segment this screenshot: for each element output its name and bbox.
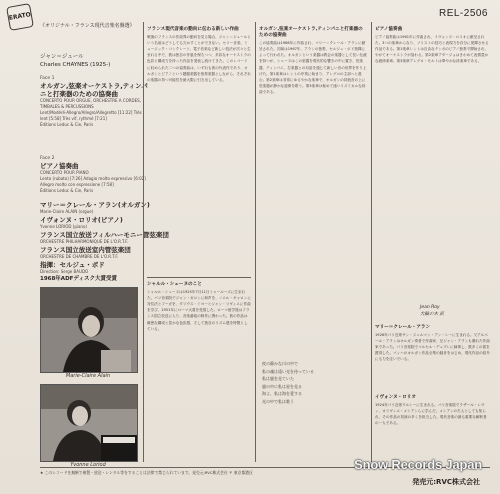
series-line: 《オリジナル・フランス現代音楽名盤選》 — [40, 23, 135, 29]
column-1-text-2: シャルル・シェーヌは1925年7月11日トゥールーズに生まれた。パリ音楽院でジャン・ガロンに和声を、ノエル・ギャロンに対位法とフーガを、ダリウス・ミヨーとジャン・リヴィエに作曲を学び、1951年にローマ大賞を受賞した。ローマ留学後はフランス国立放送に入り、音楽番組の制作に携わった。彼の作品は緻密な構成と豊かな色彩感、そして独自のリズム感を特徴としている。 — [147, 290, 251, 331]
column-3-text-2: 1926年パリ近郊サン・ジェルマン・アン・レーに生まれる。父アルベール・アランはオルガン奏者で作曲家、兄ジャン・アランも優れた作曲家であった。パリ音楽院でマルセル・デュプレに師事し、数多くの賞を獲得した。バッハのオルガン作品全集の録音をはじめ、現代作品の紹介にも力を注いでいる。 — [375, 333, 490, 362]
column-2-poem: 夜の静かな川の中で 私の魂は遠い光を待っている 私は風を見ていた 風の中に私は星を見る 海よ、私は海を愛する 光の中で私は歌う — [262, 361, 314, 404]
column-1-rule — [147, 277, 251, 278]
photo-yvonne-loriod — [40, 384, 138, 462]
face1-tag: Face 1 — [40, 76, 55, 81]
photo-marie-claire-alain — [40, 287, 138, 373]
photo-caption-loriod: Yvonne Loriod — [70, 462, 106, 468]
face1-title-block — [40, 82, 148, 128]
column-2-heading: オルガン,弦楽オーケストラ,ティンパニと打楽器のための協奏曲 — [259, 27, 363, 39]
column-divider-1 — [143, 22, 144, 462]
face2-subtitle: CONCERTO POUR PIANO — [40, 170, 89, 176]
publisher-line: 発売元:RVC株式会社 — [412, 478, 480, 486]
performer-1: マリー＝クレール・アラン(オルガン) Marie-Claire ALAIN (orgue) — [40, 201, 150, 214]
face1-movements: Lent/Modéré-Allegro/Allegro/Allegretto [11:22] Très lent [5:58] Très vif, rythmé [7:21] — [40, 110, 142, 122]
column-1-bottom — [147, 279, 251, 464]
face2-title-block — [40, 162, 148, 194]
face1-subtitle: CONCERTO POUR ORGUE, ORCHESTRE A CORDES, TIMBALES & PERCUSSIONS — [40, 98, 141, 110]
label-logo: ERATO — [6, 3, 34, 31]
composer-name-jp: ジャン＝ジュール — [40, 54, 84, 60]
performer-2: イヴォンヌ・ロリオ(ピアノ) Yvonne LORIOD (piano) — [40, 216, 123, 229]
composer-block — [40, 54, 110, 69]
column-3-mid — [375, 322, 490, 390]
translator-sign: Jean Roy 大輪の木 訳 — [420, 305, 444, 317]
face2-tag: Face 2 — [40, 156, 55, 161]
column-3-bottom — [375, 392, 490, 460]
column-divider-2 — [255, 22, 256, 462]
column-3-text-3: 1924年パリ近郊ウルシーに生まれる。パリ音楽院でラザール・レヴィ、オリヴィエ・メシアンらに学んだ。メシアンの夫人としても知られ、その作品の初演の多くを担当した。現代音楽の最も重要な解釈者の一人である。 — [375, 403, 487, 426]
column-1-heading-2: シャルル・シェーヌのこと — [147, 282, 202, 287]
watermark: Snow Records Japan — [354, 457, 482, 472]
column-2-text: この協奏曲は1966年に作曲され、マリー＝クレール・アランに献呈された。初演は1967年、アランの独奏、セルジュ・ボド指揮によって行われた。オルガンという楽器は教会の楽器として長い伝統を持つが、シェーヌはこの楽器を現代的な響きの中に置き、弦楽器、ティンパニ、打楽器との対話を通じて新しい音の世界を作り上げた。第1楽章はレントの序奏に始まり、アレグロの主部へと進む。第2楽章は非常にゆるやかな楽章で、オルガンの持続音の上に弦楽器が静かな旋律を歌う。第3楽章は極めて速いリズミカルな終曲である。 — [259, 41, 367, 94]
column-3-heading-2: マリー＝クレール・アラン — [375, 325, 431, 330]
face2-title: ピアノ協奏曲 — [40, 162, 79, 170]
face1-publisher: Éditions Leduc & Cie, Paris — [40, 122, 94, 128]
composer-name-en: Charles CHAYNES (1925-) — [40, 61, 111, 68]
performer-3: フランス国立放送フィルハーモニー管弦楽団 ORCHESTRE PHILHARMONIQUE DE L'O.R.T.F. — [40, 231, 169, 244]
photo-caption-alain: Marie-Claire Alain — [65, 373, 111, 379]
catalog-number: REL-2506 — [438, 8, 488, 19]
column-1-top — [147, 24, 251, 274]
column-1-heading: フランス現代音楽の動向に伝わる新しい作曲 — [147, 27, 239, 32]
column-1-text: 戦後のフランスの作曲界の動向を見る場合、ジャン＝ジュールという名前はどうしても欠かすことができない。セリー音楽、ミュージック・コンクレート、電子音楽など新しい技法が次々と生まれる中で、彼は独自の作風を保ちつつ、多彩なオーケストラの色彩と構成力を持った作品を発表し続けてきた。このレコードに収められた二つの協奏曲は、いずれも彼の代表作であり、オルガンとピアノという鍵盤楽器を独奏楽器としながら、それぞれの楽器の持つ可能性を最大限に引き出している。 — [147, 35, 251, 82]
column-3-heading: ピアノ協奏曲 — [375, 27, 403, 32]
face1-title: オルガン,弦楽オーケストラ,ティンパニと打楽器のための協奏曲 — [40, 82, 148, 99]
column-divider-3 — [371, 22, 372, 462]
footnote: ★ このレコードを無断で複製・放送・レンタル等をすることは法律で禁じられています。発売元:RVC株式会社 〒 東京都港区 — [40, 470, 253, 475]
face2-movements: Lento (rubato) [7:26] Adagio molto espressivo [6:02] Allegro molto con espressione [7:58] — [40, 176, 146, 188]
face2-publisher: Éditions Leduc & Cie, Paris — [40, 188, 94, 194]
column-3-text: ピアノ協奏曲は1961年に作曲され、イヴォンヌ・ロリオに献呈された。3つの楽章からなり、ソリストの技巧と表現力を存分に発揮させる作品である。第1楽章レントは自由なテンポのピアノ独奏で開始され、やがてオーケストラが加わる。第2楽章アダージョはきわめて表情豊かな緩徐楽章。第3楽章アレグロ・モルトは華やかな終楽章である。 — [375, 35, 489, 64]
column-3-top — [375, 24, 490, 304]
column-3-heading-3: イヴォンヌ・ロリオ — [375, 395, 416, 400]
performer-4: フランス国立放送室内管弦楽団 ORCHESTRE DE CHAMBRE DE L'O.R.T.F. — [40, 246, 131, 259]
column-2 — [259, 24, 367, 354]
performer-5: 指揮：セルジュ・ボド Direction: Serge BAUDO — [40, 261, 105, 274]
award-line: 1968年ADFディスク大賞受賞 — [40, 276, 117, 282]
